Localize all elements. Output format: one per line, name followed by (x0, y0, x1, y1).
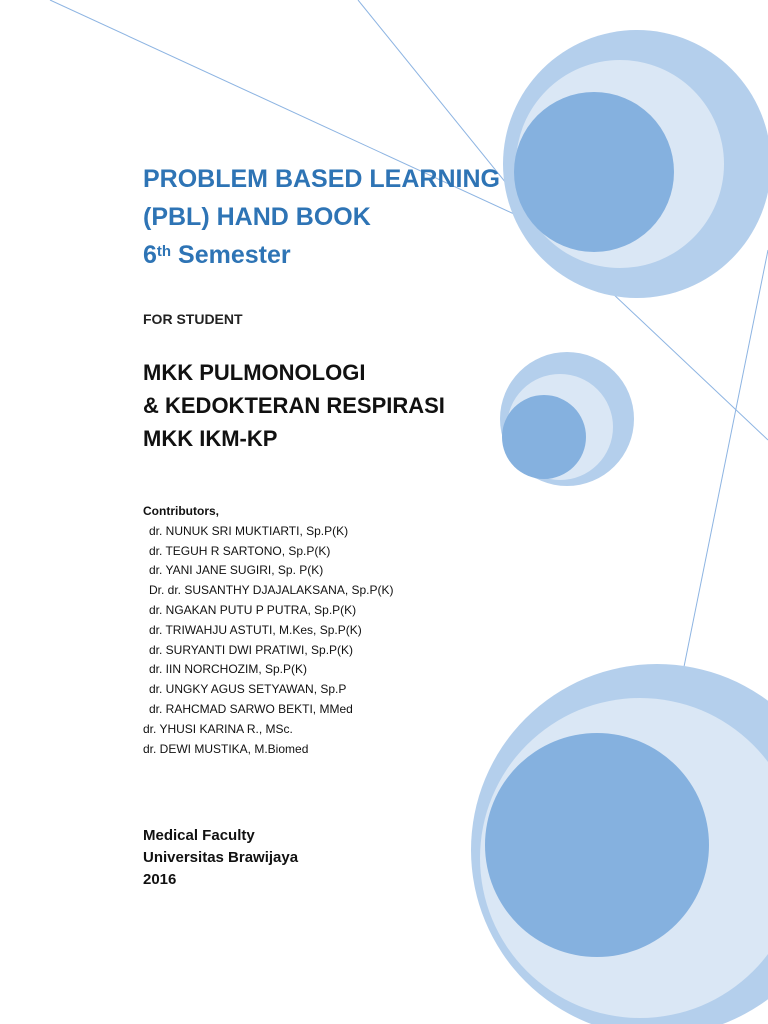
contributor-name: dr. NUNUK SRI MUKTIARTI, Sp.P(K) (149, 523, 349, 538)
publisher-block (143, 825, 298, 891)
contributor-name: Dr. dr. SUSANTHY DJAJALAKSANA, Sp.P(K) (149, 583, 394, 598)
title-line-2: (PBL) HAND BOOK (143, 203, 371, 231)
contributor-name: dr. YHUSI KARINA R., MSc. (143, 721, 293, 736)
contributor-name: dr. TEGUH R SARTONO, Sp.P(K) (149, 543, 331, 558)
contributor-name: dr. RAHCMAD SARWO BEKTI, MMed (149, 701, 353, 716)
contributor-name: dr. UNGKY AGUS SETYAWAN, Sp.P (149, 682, 347, 697)
circle-inner (514, 92, 674, 252)
contributor-name: dr. NGAKAN PUTU P PUTRA, Sp.P(K) (149, 602, 357, 617)
contributor-name: dr. TRIWAHJU ASTUTI, M.Kes, Sp.P(K) (149, 622, 362, 637)
title-line-1: PROBLEM BASED LEARNING (143, 165, 500, 193)
semester-suffix: th (156, 243, 172, 260)
module-line-3: MKK IKM-KP (143, 426, 278, 451)
publication-year: 2016 (143, 871, 177, 888)
circle-group-top (503, 30, 768, 298)
circle-inner (502, 395, 586, 479)
book-title (143, 160, 500, 274)
semester-line (143, 236, 500, 274)
circle-inner (485, 733, 709, 957)
module-line-2: & KEDOKTERAN RESPIRASI (143, 393, 445, 418)
semester-word: Semester (178, 241, 291, 269)
module-title (143, 356, 445, 455)
circle-group-bottom (471, 664, 768, 1024)
contributors-heading: Contributors, (143, 504, 219, 518)
contributor-name: dr. DEWI MUSTIKA, M.Biomed (143, 741, 309, 756)
contributors-list (143, 502, 394, 759)
contributor-name: dr. YANI JANE SUGIRI, Sp. P(K) (149, 563, 324, 578)
semester-number: 6 (143, 241, 157, 269)
contributor-name: dr. IIN NORCHOZIM, Sp.P(K) (149, 662, 308, 677)
contributor-name: dr. SURYANTI DWI PRATIWI, Sp.P(K) (149, 642, 354, 657)
module-line-1: MKK PULMONOLOGI (143, 360, 366, 385)
circle-group-middle (500, 352, 634, 486)
university-name: Universitas Brawijaya (143, 849, 299, 866)
faculty-name: Medical Faculty (143, 827, 255, 844)
audience-label: FOR STUDENT (143, 311, 243, 327)
